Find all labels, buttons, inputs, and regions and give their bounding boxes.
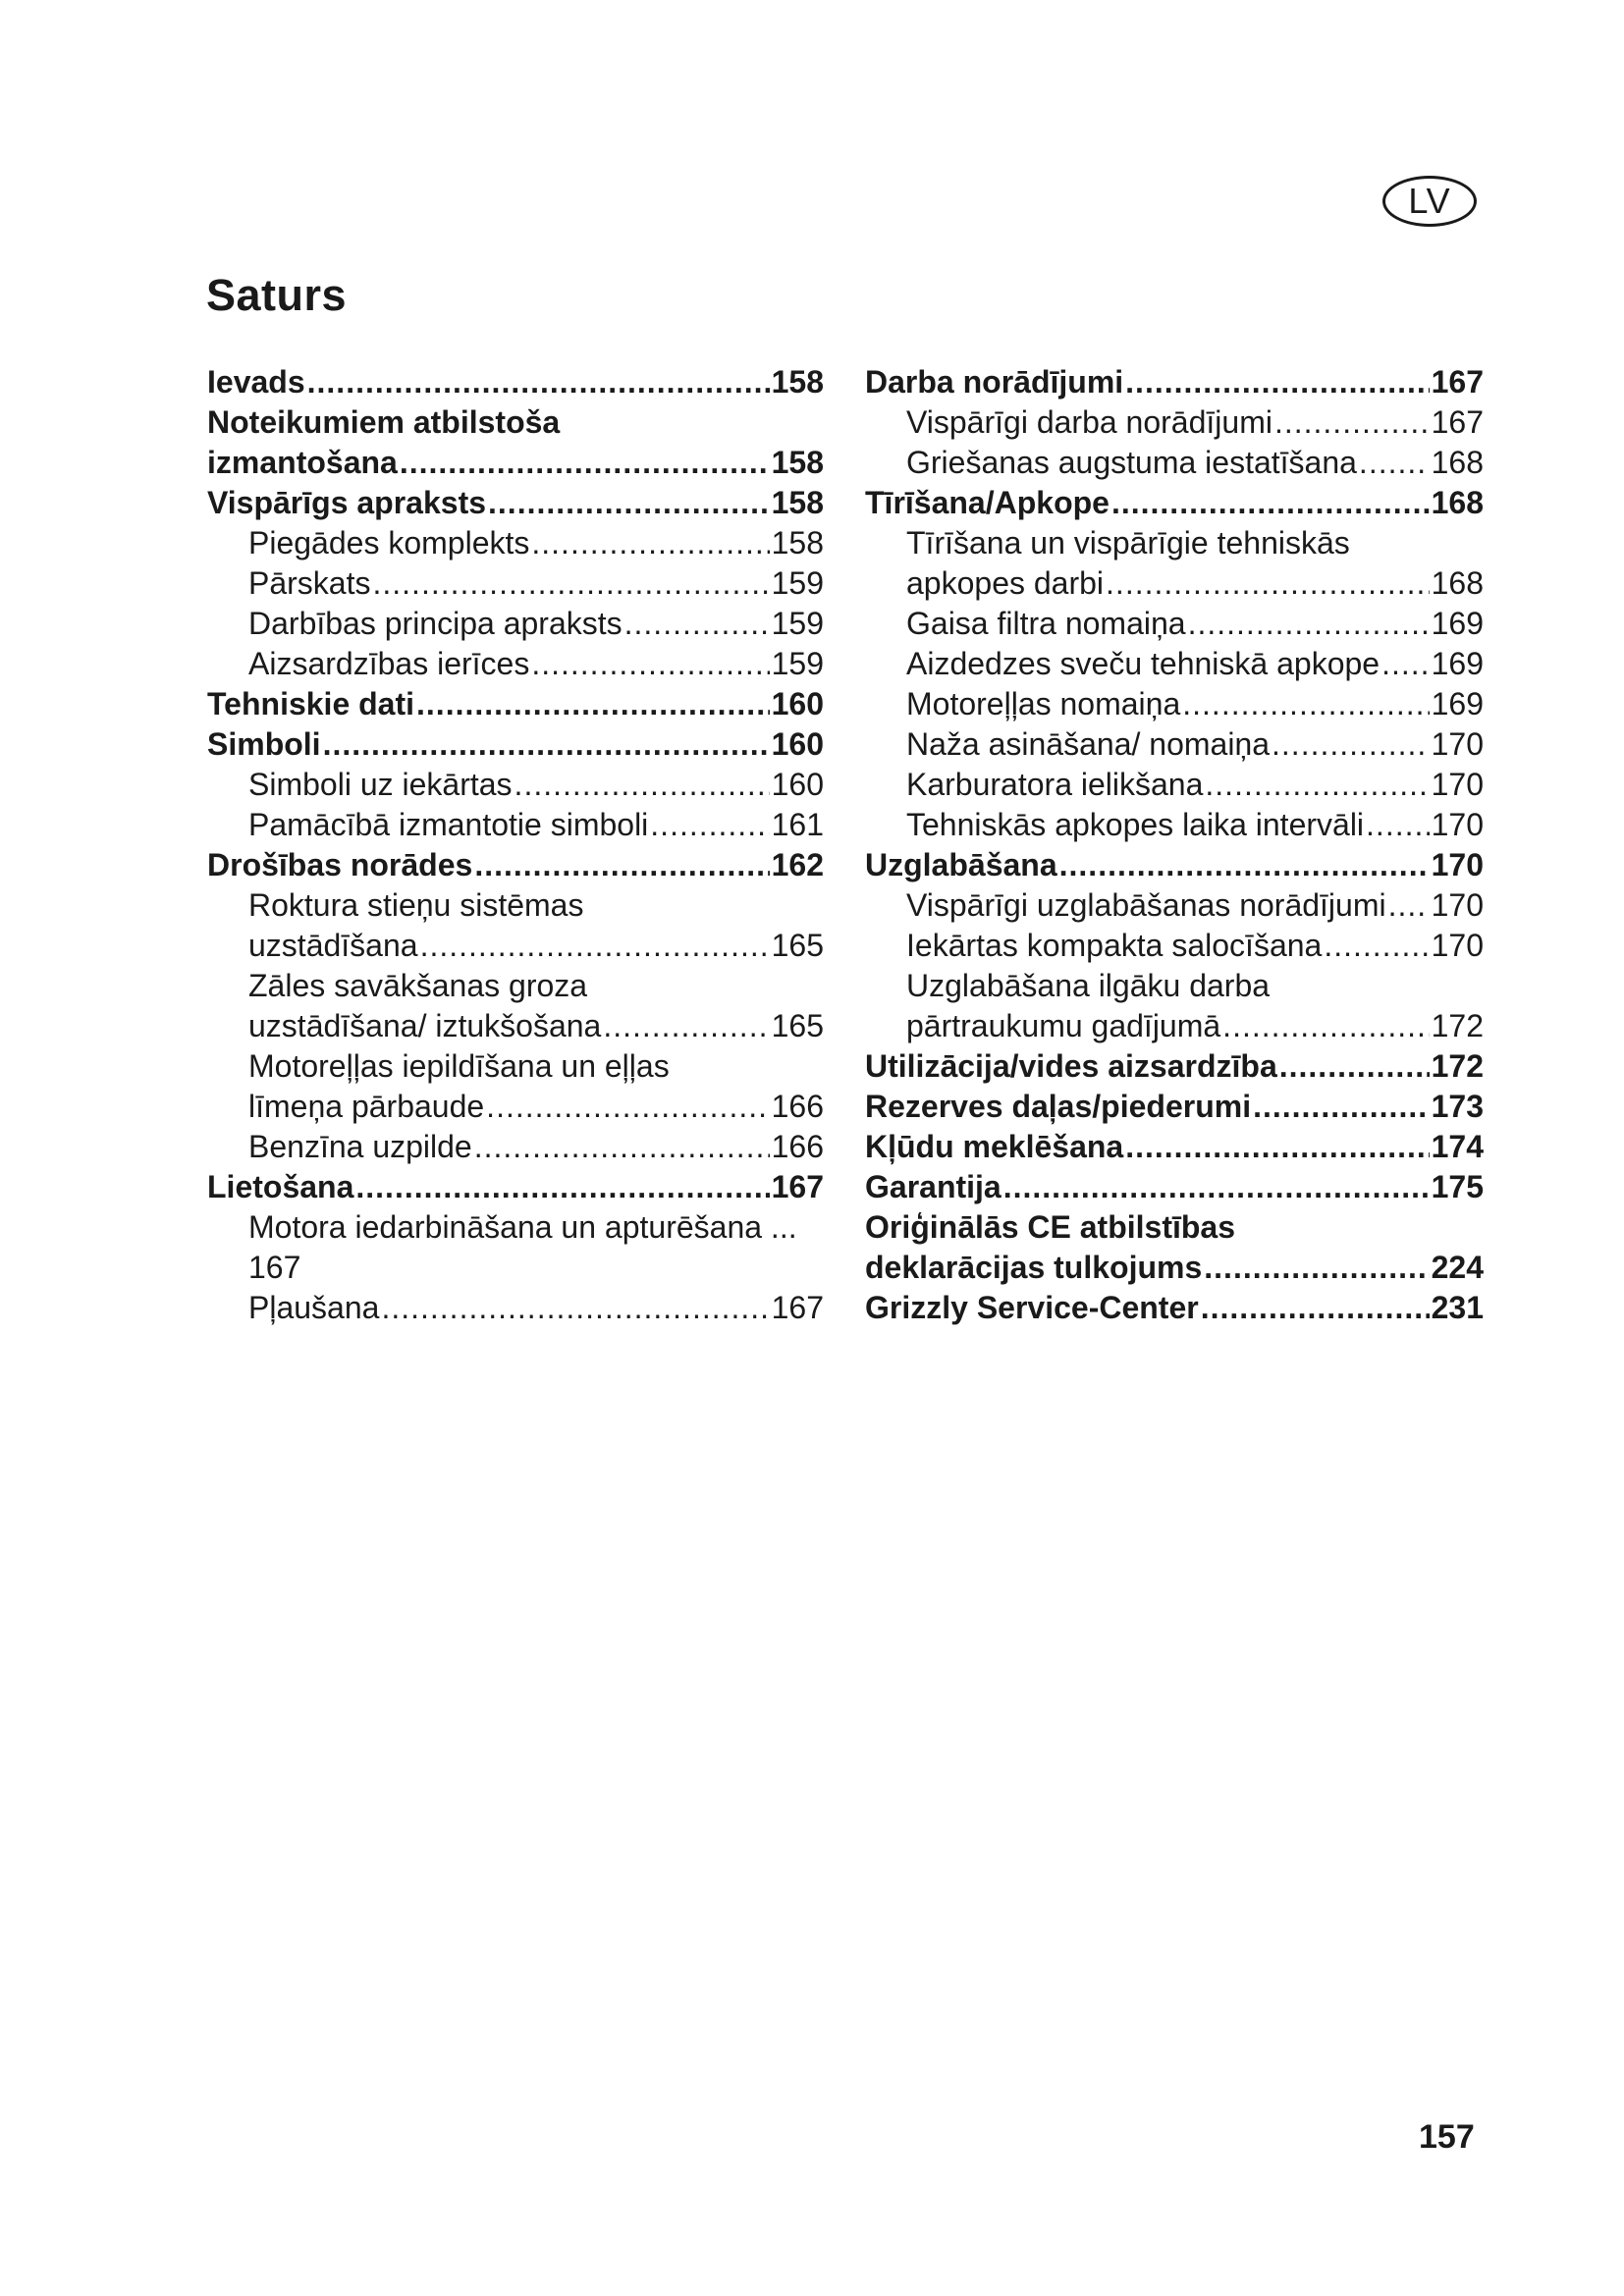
toc-entry[interactable] (865, 1288, 1484, 1328)
toc-leader-dots (603, 1006, 769, 1046)
toc-leader-dots (486, 1087, 769, 1127)
toc-entry-page: 158 (771, 445, 824, 480)
toc-entry-title: Rezerves daļas/piederumi (865, 1089, 1252, 1124)
toc-entry-title: Garantija (865, 1169, 1001, 1204)
toc-entry[interactable] (865, 604, 1484, 644)
toc-entry-page: 169 (1431, 686, 1484, 721)
toc-entry-page: 167 (1431, 404, 1484, 440)
toc-leader-dots (1272, 724, 1430, 765)
toc-entry-page: 170 (1431, 807, 1484, 842)
language-badge: LV (1382, 176, 1477, 227)
toc-entry-page: 158 (771, 525, 824, 561)
toc-entry[interactable] (865, 402, 1484, 443)
toc-entry[interactable] (865, 765, 1484, 805)
toc-entry-title: izmantošana (207, 445, 398, 480)
toc-leader-dots (624, 604, 770, 644)
toc-entry[interactable] (865, 926, 1484, 966)
toc-entry-page: 167 (771, 1290, 824, 1325)
toc-leader-dots (1279, 1046, 1430, 1087)
toc-entry[interactable] (207, 845, 824, 885)
toc-entry[interactable] (207, 966, 824, 1046)
toc-entry[interactable] (865, 443, 1484, 483)
toc-entry-title: Karburatora ielikšana (906, 767, 1204, 802)
toc-entry[interactable] (207, 483, 824, 523)
toc-entry-title: Noteikumiem atbilstoša (207, 404, 561, 440)
toc-entry[interactable] (865, 1167, 1484, 1207)
toc-entry[interactable] (865, 523, 1484, 604)
toc-entry-page: 161 (771, 807, 824, 842)
toc-leader-dots (1003, 1167, 1430, 1207)
toc-entry-title: Simboli uz iekārtas (248, 767, 513, 802)
toc-leader-dots (488, 483, 770, 523)
toc-entry-page: 172 (1431, 1048, 1484, 1084)
toc-entry-title: Naža asināšana/ nomaiņa (906, 726, 1271, 762)
toc-entry-page: 170 (1431, 928, 1484, 963)
toc-entry[interactable] (207, 684, 824, 724)
toc-entry-title: Motora iedarbināšana un apturēšana ... (248, 1209, 797, 1245)
toc-leader-dots (1204, 1248, 1429, 1288)
toc-right-column (865, 362, 1484, 1328)
toc-entry-title: Kļūdu meklēšana (865, 1129, 1124, 1164)
toc-entry[interactable] (207, 1046, 824, 1127)
toc-entry-title: Uzglabāšana ilgāku darba (906, 968, 1271, 1003)
toc-entry-title: Uzglabāšana (865, 847, 1057, 882)
toc-entry-title: uzstādīšana (248, 928, 418, 963)
toc-leader-dots (474, 1127, 770, 1167)
toc-leader-dots (420, 926, 770, 966)
toc-entry-page: 170 (1431, 767, 1484, 802)
toc-entry-title: Drošības norādes (207, 847, 473, 882)
toc-entry-page: 168 (1431, 565, 1484, 601)
toc-entry[interactable] (865, 1127, 1484, 1167)
toc-leader-dots (323, 724, 770, 765)
toc-left-column (207, 362, 824, 1328)
toc-entry[interactable] (207, 1288, 824, 1328)
toc-entry-page: 224 (1431, 1250, 1484, 1285)
toc-leader-dots (372, 563, 769, 604)
toc-entry-title: Lietošana (207, 1169, 354, 1204)
toc-entry-title: Vispārīgi darba norādījumi (906, 404, 1272, 440)
toc-entry-page: 231 (1431, 1290, 1484, 1325)
toc-entry-title: Motoreļļas iepildīšana un eļļas (248, 1048, 670, 1084)
toc-entry-title: pārtraukumu gadījumā (906, 1008, 1221, 1043)
toc-entry[interactable] (207, 1207, 824, 1288)
toc-entry-page: 169 (1431, 606, 1484, 641)
toc-entry-page: 158 (771, 364, 824, 400)
toc-entry[interactable] (865, 845, 1484, 885)
toc-entry[interactable] (207, 563, 824, 604)
toc-entry-page: 167 (771, 1169, 824, 1204)
toc-entry-title: Simboli (207, 726, 321, 762)
toc-entry-page: 162 (771, 847, 824, 882)
toc-leader-dots (1324, 926, 1429, 966)
toc-leader-dots (514, 765, 770, 805)
toc-entry[interactable] (865, 966, 1484, 1046)
toc-entry-title: Griešanas augstuma iestatīšana (906, 445, 1357, 480)
toc-entry-title: Vispārīgi uzglabāšanas norādījumi (906, 887, 1386, 923)
toc-leader-dots (1274, 402, 1430, 443)
toc-entry-title: Pļaušana (248, 1290, 380, 1325)
toc-leader-dots (1106, 563, 1430, 604)
toc-entry[interactable] (865, 483, 1484, 523)
toc-leader-dots (1182, 684, 1429, 724)
toc-entry-page: 169 (1431, 646, 1484, 681)
toc-entry[interactable] (207, 805, 824, 845)
toc-entry[interactable] (207, 362, 824, 402)
toc-entry-title: Darbības principa apraksts (248, 606, 623, 641)
toc-entry-title: apkopes darbi (906, 565, 1105, 601)
toc-entry-title: Tīrīšana/Apkope (865, 485, 1110, 520)
toc-leader-dots (531, 523, 769, 563)
toc-leader-dots (1253, 1087, 1430, 1127)
toc-entry[interactable] (865, 805, 1484, 845)
toc-entry-title: Pārskats (248, 565, 371, 601)
toc-entry-title: Ievads (207, 364, 305, 400)
toc-entry-page: 160 (771, 767, 824, 802)
page-number: 157 (1419, 2118, 1475, 2156)
toc-entry[interactable] (207, 724, 824, 765)
toc-entry[interactable] (207, 765, 824, 805)
toc-leader-dots (400, 443, 770, 483)
toc-entry-title: Tehniskās apkopes laika intervāli (906, 807, 1365, 842)
toc-entry[interactable] (865, 1046, 1484, 1087)
toc-entry-page: 170 (1431, 887, 1484, 923)
toc-entry-page: 167 (1431, 364, 1484, 400)
toc-entry-page: 159 (771, 646, 824, 681)
toc-entry[interactable] (865, 1207, 1484, 1288)
toc-entry-title: Oriģinālās CE atbilstības (865, 1209, 1235, 1245)
toc-entry-page: 165 (771, 1008, 824, 1043)
toc-entry-page: 160 (771, 686, 824, 721)
toc-entry[interactable] (207, 604, 824, 644)
toc-leader-dots (1366, 805, 1430, 845)
page-title: Saturs (206, 270, 348, 320)
toc-entry-title: Zāles savākšanas groza (248, 968, 588, 1003)
toc-leader-dots (1222, 1006, 1429, 1046)
toc-leader-dots (1205, 765, 1429, 805)
toc-leader-dots (1201, 1288, 1430, 1328)
toc-entry[interactable] (207, 402, 824, 483)
toc-entry-page: 168 (1431, 445, 1484, 480)
toc-leader-dots (1188, 604, 1430, 644)
toc-entry-page: 166 (771, 1089, 824, 1124)
toc-entry-title: Iekārtas kompakta salocīšana (906, 928, 1323, 963)
toc-entry-title: Pamācībā izmantotie simboli (248, 807, 649, 842)
toc-entry-title: Gaisa filtra nomaiņa (906, 606, 1186, 641)
toc-entry[interactable] (865, 724, 1484, 765)
toc-entry[interactable] (865, 885, 1484, 926)
toc-entry-page: 165 (771, 928, 824, 963)
toc-entry-page: 172 (1431, 1008, 1484, 1043)
toc-entry-page: 173 (1431, 1089, 1484, 1124)
toc-leader-dots (1125, 362, 1429, 402)
toc-entry[interactable] (207, 1127, 824, 1167)
toc-leader-dots (1125, 1127, 1429, 1167)
toc-leader-dots (355, 1167, 769, 1207)
toc-entry-page: 159 (771, 565, 824, 601)
toc-entry-title: Vispārīgs apraksts (207, 485, 487, 520)
toc-entry-page: 158 (771, 485, 824, 520)
toc-entry-title: Darba norādījumi (865, 364, 1124, 400)
toc-entry-page: 167 (248, 1250, 301, 1285)
toc-entry[interactable] (865, 362, 1484, 402)
toc-entry-title: Aizdedzes sveču tehniskā apkope (906, 646, 1380, 681)
toc-entry-title: līmeņa pārbaude (248, 1089, 485, 1124)
toc-entry-title: uzstādīšana/ iztukšošana (248, 1008, 602, 1043)
toc-entry-page: 170 (1431, 847, 1484, 882)
toc-entry-page: 159 (771, 606, 824, 641)
toc-entry-page: 166 (771, 1129, 824, 1164)
toc-entry-title: deklarācijas tulkojums (865, 1250, 1203, 1285)
toc-entry-title: Roktura stieņu sistēmas (248, 887, 584, 923)
toc-entry-page: 174 (1431, 1129, 1484, 1164)
toc-entry[interactable] (207, 523, 824, 563)
toc-leader-dots (650, 805, 769, 845)
toc-entry-title: Tīrīšana un vispārīgie tehniskās (906, 525, 1350, 561)
toc-entry-title: Utilizācija/vides aizsardzība (865, 1048, 1277, 1084)
toc-entry-page: 168 (1431, 485, 1484, 520)
toc-leader-dots (1359, 443, 1430, 483)
toc-entry-title: Tehniskie dati (207, 686, 415, 721)
toc-entry[interactable] (207, 1167, 824, 1207)
toc-leader-dots (1111, 483, 1430, 523)
toc-leader-dots (1381, 644, 1430, 684)
toc-leader-dots (307, 362, 770, 402)
toc-entry-page: 175 (1431, 1169, 1484, 1204)
toc-entry-title: Grizzly Service-Center (865, 1290, 1199, 1325)
toc-entry-title: Motoreļļas nomaiņa (906, 686, 1181, 721)
toc-leader-dots (1059, 845, 1430, 885)
toc-leader-dots (1388, 885, 1430, 926)
toc-entry-page: 160 (771, 726, 824, 762)
toc-entry[interactable] (207, 885, 824, 966)
toc-entry[interactable] (865, 1087, 1484, 1127)
toc-leader-dots (474, 845, 769, 885)
toc-leader-dots (381, 1288, 769, 1328)
toc-entry-page: 170 (1431, 726, 1484, 762)
toc-entry-title: Piegādes komplekts (248, 525, 530, 561)
toc-entry-title: Benzīna uzpilde (248, 1129, 472, 1164)
toc-leader-dots (416, 684, 770, 724)
toc-leader-dots (531, 644, 769, 684)
toc-entry[interactable] (207, 644, 824, 684)
toc-entry[interactable] (865, 644, 1484, 684)
toc-entry-title: Aizsardzības ierīces (248, 646, 530, 681)
toc-entry[interactable] (865, 684, 1484, 724)
